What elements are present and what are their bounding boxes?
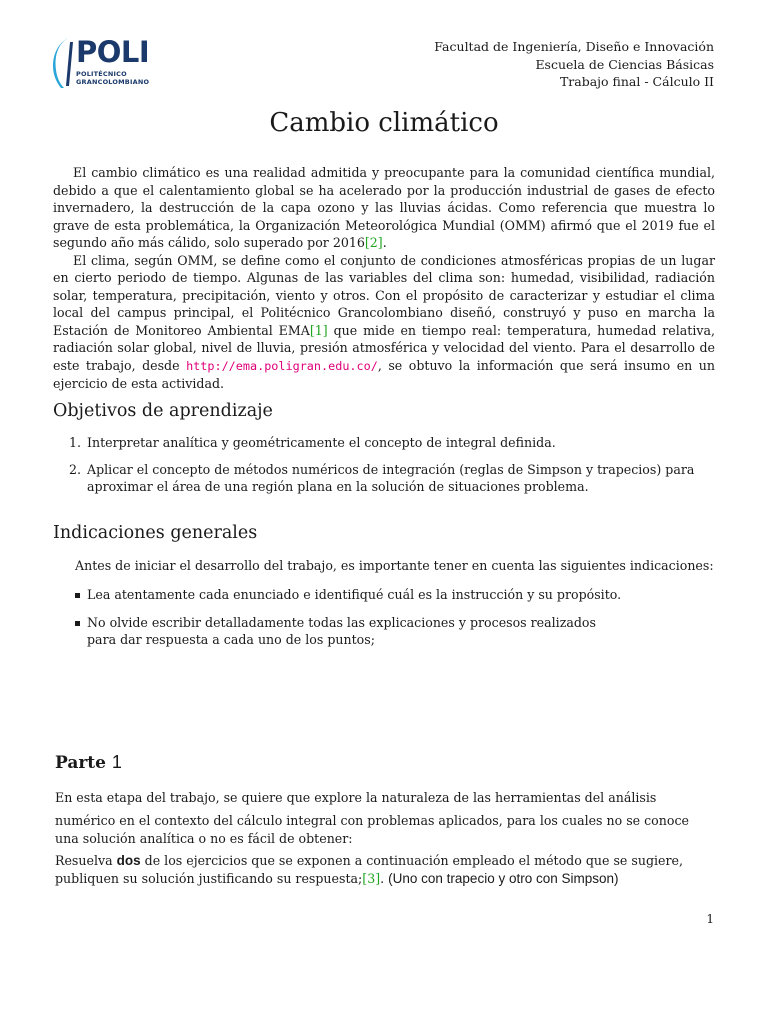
indications-heading: Indicaciones generales xyxy=(53,523,258,543)
intro-p2-text: El clima, según OMM, se define como el conjunto de condiciones atmosféricas propias de un lugar en cierto periodo de tiempo. Algunas de las variables del clima son: humedad, visibilidad, radiación solar, temperatura, precipitación, viento y otros. Con el propósito de caracterizar y estudiar el clima local del campus principal, el Politécnico Grancolombiano diseñó, construyó y puso en marcha la Estación de Monitoreo Ambiental EMA xyxy=(53,252,715,338)
objective-text: Aplicar el concepto de métodos numéricos de integración (reglas de Simpson y trapecios) para aproximar el área de una región plana en la solución de situaciones problema. xyxy=(87,461,695,494)
part-p1-line1: En esta etapa del trabajo, se quiere que explore la naturaleza de las herramientas del análisis xyxy=(55,790,657,805)
indications-intro: Antes de iniciar el desarrollo del trabajo, es importante tener en cuenta las siguientes indicaciones: xyxy=(75,558,714,573)
indications-list xyxy=(53,586,715,659)
objective-item-1 xyxy=(53,434,715,452)
intro-p1-text: El cambio climático es una realidad admitida y preocupante para la comunidad científica mundial, debido a que el calentamiento global se ha acelerado por la producción industrial de gases de efecto invernadero, la destrucción de la capa ozono y las lluvias ácidas. Como referencia que muestra lo grave de esta problemática, la Organización Meteorológica Mundial (OMM) afirmó que el 2019 fue el segundo año más cálido, solo superado por 2016 xyxy=(53,165,715,250)
part-p2-text-b: de los ejercicios que se exponen a continuación empleado el método que se sugiere, publiquen su solución justificando su respuesta; xyxy=(55,853,683,886)
header-school: Escuela de Ciencias Básicas xyxy=(535,56,714,72)
part-paragraph-1 xyxy=(55,789,715,807)
poli-logo xyxy=(52,34,152,90)
logo-subtitle-line1: POLITÉCNICO xyxy=(76,70,127,78)
logo-subtitle xyxy=(76,70,149,86)
indication-text-line1: No olvide escribir detalladamente todas las explicaciones y procesos realizados xyxy=(87,614,596,630)
poli-logo-mark xyxy=(52,36,74,88)
intro-p2-text3: , se obtuvo la información que será insumo en un ejercicio de esta actividad. xyxy=(53,357,715,391)
square-bullet-icon xyxy=(75,621,80,626)
part-number: 1 xyxy=(111,752,122,772)
indication-item-1 xyxy=(53,586,715,604)
objective-text: Interpretar analítica y geométricamente el concepto de integral definida. xyxy=(87,435,556,450)
part-p2-text-a: Resuelva xyxy=(55,853,117,868)
objectives-heading: Objetivos de aprendizaje xyxy=(53,401,273,421)
intro-p2-text2: que mide en tiempo real: temperatura, humedad relativa, radiación solar global, nivel de lluvia, presión atmosférica y velocidad del viento. Para el desarrollo de este trabajo, desde xyxy=(53,322,715,373)
part-heading xyxy=(55,751,122,774)
part-paragraph-2 xyxy=(55,852,715,887)
indication-item-2 xyxy=(53,614,715,649)
document-title: Cambio climático xyxy=(269,108,499,138)
page-number: 1 xyxy=(706,912,714,926)
objective-number: 2. xyxy=(69,461,82,477)
page-header xyxy=(434,38,714,91)
objective-number: 1. xyxy=(69,435,82,450)
indication-text-line2: para dar respuesta a cada uno de los puntos; xyxy=(87,632,375,647)
logo-wordmark: POLI xyxy=(76,35,150,69)
objectives-list xyxy=(53,434,715,505)
part-paragraph-1b xyxy=(55,812,715,847)
logo-subtitle-line2: GRANCOLOMBIANO xyxy=(76,78,150,86)
intro-paragraph-2 xyxy=(53,252,715,393)
part-p2-bold: dos xyxy=(116,853,141,868)
intro-paragraph-1 xyxy=(53,164,715,252)
header-faculty: Facultad de Ingeniería, Diseño e Innovación xyxy=(434,39,714,54)
ema-link[interactable]: http://ema.poligran.edu.co/ xyxy=(186,358,378,373)
intro-p1-end: . xyxy=(382,235,387,250)
header-course: Trabajo final - Cálculo II xyxy=(559,74,714,89)
part-p2-note: (Uno con trapecio y otro con Simpson) xyxy=(388,870,619,886)
intro-section xyxy=(53,164,715,393)
part-p1-line2: numérico en el contexto del cálculo integral con problemas aplicados, para los cuales no se conoce una solución analítica o no es fácil de obtener: xyxy=(55,813,689,846)
citation-2[interactable]: [2] xyxy=(364,235,383,250)
part-label: Parte xyxy=(55,753,106,773)
part-p2-text-c: . xyxy=(380,870,389,886)
citation-3[interactable]: [3] xyxy=(362,870,381,886)
square-bullet-icon xyxy=(75,593,80,598)
indication-text: Lea atentamente cada enunciado e identifiqué cuál es la instrucción y su propósito. xyxy=(87,587,622,602)
citation-1[interactable]: [1] xyxy=(309,322,328,338)
objective-item-2 xyxy=(53,461,715,496)
